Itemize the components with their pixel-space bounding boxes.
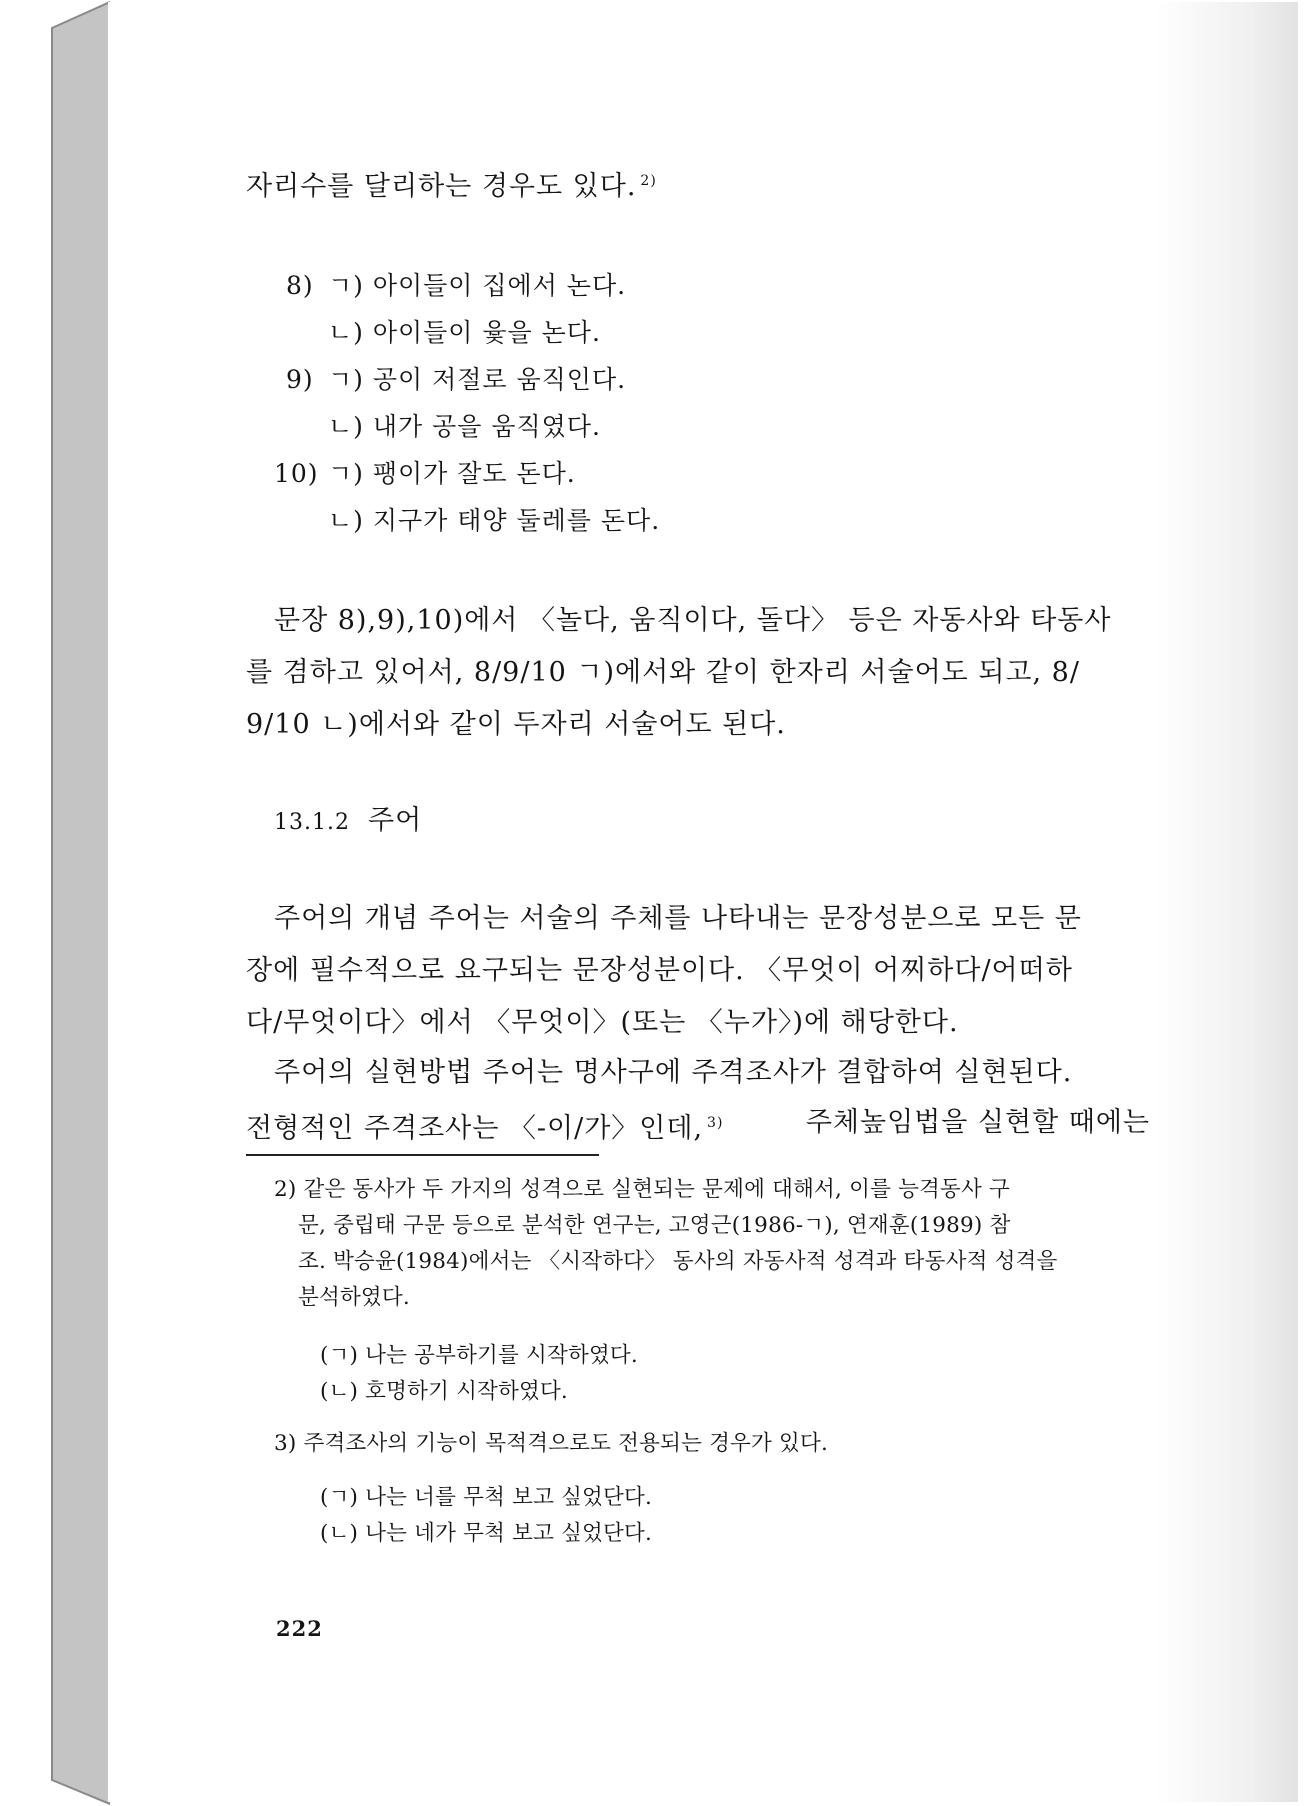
paragraph-line: 다/무엇이다〉에서 〈무엇이〉(또는 〈누가〉)에 해당한다. <box>246 1007 959 1038</box>
section-number: 13.1.2 <box>274 810 350 835</box>
example-8a <box>286 269 626 303</box>
paragraph-line <box>246 1104 1150 1148</box>
paragraph-text: 전형적인 주격조사는 〈-이/가〉인데, <box>246 1113 704 1144</box>
intro-text: 자리수를 달리하는 경우도 있다. <box>246 171 637 202</box>
paragraph-line: 주어의 실현방법 주어는 명사구에 주격조사가 결합하여 실현된다. <box>274 1057 1073 1088</box>
example-number: 9) <box>286 365 314 394</box>
paragraph-line: 를 겸하고 있어서, 8/9/10 ㄱ)에서와 같이 한자리 서술어도 되고, 8/ <box>246 657 1080 688</box>
intro-line <box>246 162 657 206</box>
example-mark: ㄴ) <box>328 412 364 441</box>
example-mark: ㄱ) <box>328 459 364 488</box>
footnote-ref-2: 2) <box>640 173 657 189</box>
footnote-line: 문, 중립태 구문 등으로 분석한 연구는, 고영근(1986-ㄱ), 연재훈(1989) 참 <box>298 1213 1011 1238</box>
example-text: 아이들이 윷을 논다. <box>372 318 601 347</box>
book-edge <box>0 0 110 1806</box>
section-heading <box>274 802 422 842</box>
example-text: 공이 저절로 움직인다. <box>372 365 627 394</box>
footnote-example: (ㄱ) 나는 공부하기를 시작하였다. <box>320 1343 638 1368</box>
section-title: 주어 <box>367 805 423 836</box>
example-text: 아이들이 집에서 논다. <box>372 271 627 300</box>
paragraph-line: 장에 필수적으로 요구되는 문장성분이다. 〈무엇이 어찌하다/어떠하 <box>246 955 1073 986</box>
example-text: 내가 공을 움직였다. <box>372 412 601 441</box>
example-mark: ㄱ) <box>328 271 364 300</box>
example-10b <box>328 504 660 538</box>
example-10a <box>274 457 576 491</box>
book-page <box>108 2 1298 1802</box>
footnote-line: 3) 주격조사의 기능이 목적격으로도 전용되는 경우가 있다. <box>274 1431 828 1456</box>
footnote-line: 조. 박승윤(1984)에서는 〈시작하다〉 동사의 자동사적 성격과 타동사적 성격을 <box>298 1249 1058 1274</box>
example-mark: ㄱ) <box>328 365 364 394</box>
page-number: 222 <box>276 1616 323 1641</box>
paragraph-text: 주체높임법을 실현할 때에는 <box>805 1107 1150 1138</box>
footnote-example: (ㄱ) 나는 너를 무척 보고 싶었단다. <box>320 1485 652 1510</box>
footnote-divider <box>246 1154 599 1156</box>
paragraph-line: 주어의 개념 주어는 서술의 주체를 나타내는 문장성분으로 모든 문 <box>274 903 1082 934</box>
example-8b <box>328 316 601 350</box>
example-9a <box>286 363 626 397</box>
footnote-ref-3: 3) <box>707 1115 724 1131</box>
footnote-example: (ㄴ) 나는 네가 무척 보고 싶었단다. <box>320 1521 652 1546</box>
footnote-example: (ㄴ) 호명하기 시작하였다. <box>320 1379 568 1404</box>
paragraph-line: 9/10 ㄴ)에서와 같이 두자리 서술어도 된다. <box>246 709 786 740</box>
example-text: 지구가 태양 둘레를 돈다. <box>372 506 661 535</box>
footnote-line: 2) 같은 동사가 두 가지의 성격으로 실현되는 문제에 대해서, 이를 능격동사 구 <box>274 1177 1010 1202</box>
example-9b <box>328 410 601 444</box>
example-mark: ㄴ) <box>328 318 364 347</box>
example-mark: ㄴ) <box>328 506 364 535</box>
footnote-line: 분석하였다. <box>298 1285 410 1310</box>
example-number: 10) <box>274 459 319 488</box>
example-number: 8) <box>286 271 314 300</box>
example-text: 팽이가 잘도 돈다. <box>372 459 576 488</box>
paragraph-line: 문장 8),9),10)에서 〈놀다, 움직이다, 돌다〉 등은 자동사와 타동사 <box>274 605 1112 636</box>
